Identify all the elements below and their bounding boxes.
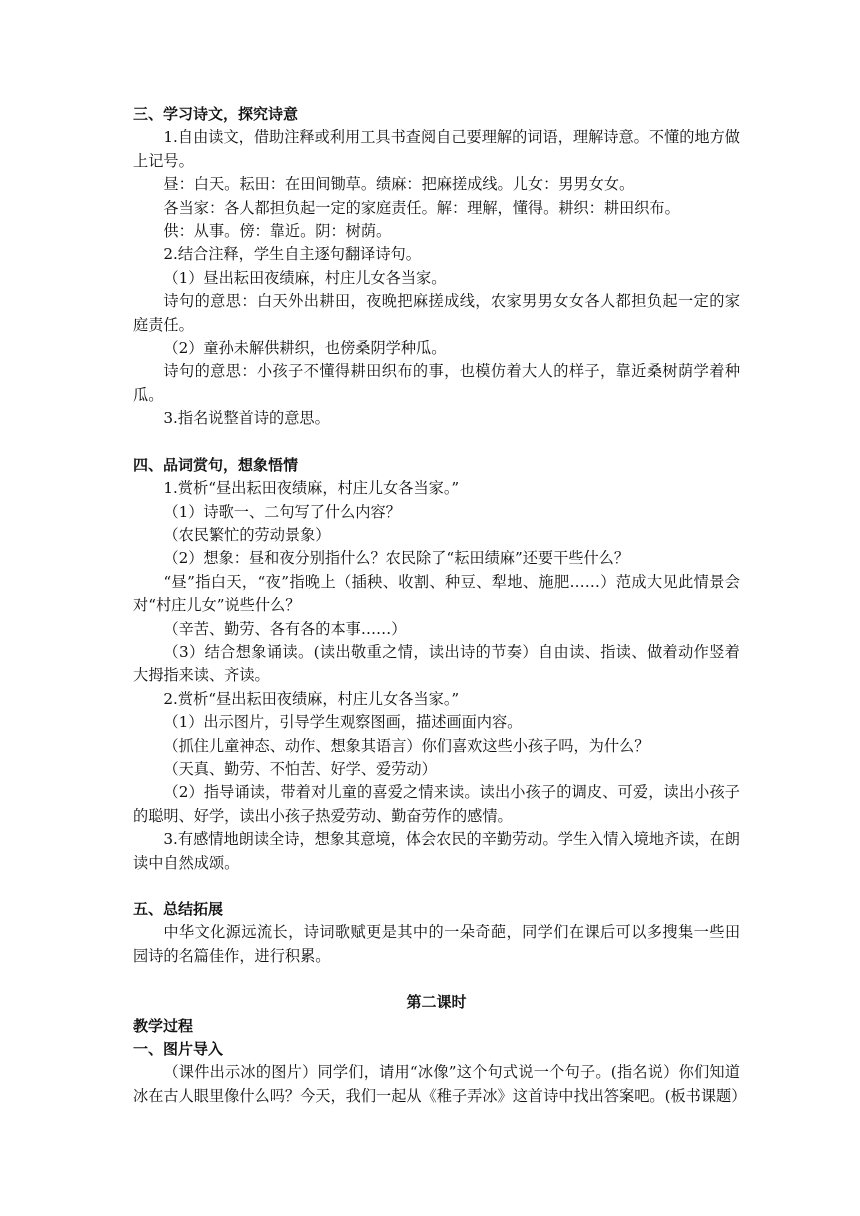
paragraph: （农民繁忙的劳动景象）: [163, 525, 331, 544]
paragraph: （辛苦、勤劳、各有各的本事……）: [163, 619, 407, 638]
section-heading-3: 三、学习诗文，探究诗意: [133, 105, 299, 123]
spacer: [133, 431, 740, 454]
paragraph: 诗句的意思：白天外出耕田，夜晚把麻搓成线，农家男男女女各人都担负起一定的家庭责任。: [133, 292, 740, 334]
process-heading: 教学过程: [133, 1016, 194, 1035]
paragraph: （天真、勤劳、不怕苦、好学、爱劳动）: [163, 759, 437, 778]
paragraph: （2）想象：昼和夜分别指什么？农民除了“耘田绩麻”还要干些什么？: [163, 549, 630, 568]
paragraph: （课件出示冰的图片）同学们，请用“冰像”这个句式说一个句子。(指名说）你们知道冰在古人眼里像什么吗？今天，我们一起从《稚子弄冰》这首诗中找出答案吧。(板书课题）: [133, 1063, 747, 1105]
section-heading-1: 一、图片导入: [133, 1040, 224, 1059]
paragraph: （2）童孙未解供耕织，也傍桑阴学种瓜。: [163, 339, 447, 358]
paragraph: 3.有感情地朗读全诗，想象其意境，体会农民的辛勤劳动。学生入情入境地齐读，在朗读中自然成颂。: [133, 830, 740, 872]
paragraph: 昼：白天。耘田：在田间锄草。绩麻：把麻搓成线。儿女：男男女女。: [163, 175, 635, 194]
paragraph: （抓住儿童神态、动作、想象其语言）你们喜欢这些小孩子吗，为什么？: [163, 736, 650, 755]
spacer: [133, 875, 740, 898]
paragraph: （3）结合想象诵读。(读出敬重之情，读出诗的节奏）自由读、指读、做着动作竖着大拇指来读、齐读。: [133, 642, 740, 685]
paragraph: “昼”指白天，“夜”指晚上（插秧、收割、种豆、犁地、施肥……）范成大见此情景会对“村庄儿女”说些什么？: [133, 572, 740, 615]
paragraph: 2.结合注释，学生自主逐句翻译诗句。: [163, 245, 421, 264]
section-heading-4: 四、品词赏句，想象悟情: [133, 455, 299, 474]
paragraph: 供：从事。傍：靠近。阴：树荫。: [163, 222, 392, 241]
paragraph: 诗句的意思：小孩子不懂得耕田织布的事，也模仿着大人的样子，靠近桑树荫学着种瓜。: [133, 362, 740, 404]
lesson-title: 第二课时: [406, 993, 467, 1012]
paragraph: （1）昼出耘田夜绩麻，村庄儿女各当家。: [163, 268, 447, 287]
paragraph: （2）指导诵读，带着对儿童的喜爱之情来读。读出小孩子的调皮、可爱，读出小孩子的聪明、好学，读出小孩子热爱劳动、勤奋劳作的感情。: [133, 783, 740, 825]
paragraph: 3.指名说整首诗的意思。: [163, 409, 330, 428]
paragraph: 中华文化源远流长，诗词歌赋更是其中的一朵奇葩，同学们在课后可以多搜集一些田园诗的名篇佳作，进行积累。: [133, 923, 740, 965]
paragraph: 1.自由读文，借助注释或利用工具书查阅自己要理解的词语，理解诗意。不懂的地方做上记号。: [133, 128, 740, 170]
paragraph: 各当家：各人都担负起一定的家庭责任。解：理解，懂得。耕织：耕田织布。: [163, 198, 680, 217]
spacer: [133, 968, 740, 991]
paragraph: （1）出示图片，引导学生观察图画，描述画面内容。: [163, 713, 523, 732]
paragraph: （1）诗歌一、二句写了什么内容？: [163, 502, 401, 521]
section-heading-5: 五、总结拓展: [133, 900, 224, 918]
paragraph: 1.赏析“昼出耘田夜绩麻，村庄儿女各当家。”: [163, 479, 460, 498]
paragraph: 2.赏析“昼出耘田夜绩麻，村庄儿女各当家。”: [163, 689, 460, 708]
